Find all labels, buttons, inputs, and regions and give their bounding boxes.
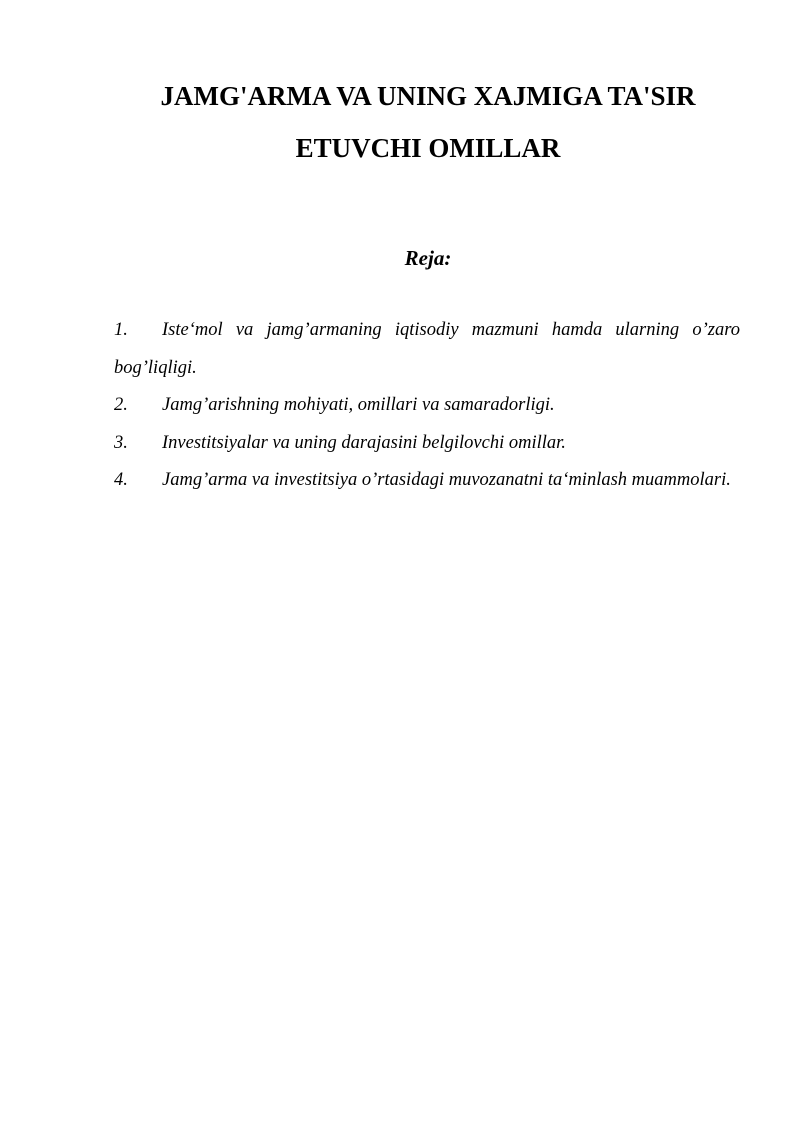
plan-item-text: Jamg’arishning mohiyati, omillari va samaradorligi. [162, 395, 555, 415]
plan-item-4 [114, 462, 740, 500]
plan-item-text: Investitsiyalar va uning darajasini belgilovchi omillar. [162, 432, 566, 453]
document-title-line-2: ETUVCHI OMILLAR [295, 133, 561, 163]
plan-item-1 [114, 312, 740, 387]
plan-item-number: 1. [114, 320, 128, 340]
plan-item-2 [114, 387, 740, 425]
plan-list [114, 312, 740, 500]
plan-item-text: Iste‘mol va jamg’armaning iqtisodiy mazmuni hamda ularning o’zaro bog’liqligi. [114, 320, 740, 378]
document-title [100, 70, 756, 174]
plan-item-number: 2. [114, 395, 128, 415]
plan-item-number: 3. [114, 432, 128, 453]
plan-heading: Reja: [404, 246, 452, 270]
plan-item-text: Jamg’arma va investitsiya o’rtasidagi muvozanatni ta‘minlash muammolari. [162, 470, 731, 490]
plan-item-number: 4. [114, 470, 128, 490]
document-title-line-1: JAMG'ARMA VA UNING XAJMIGA TA'SIR [160, 81, 696, 111]
plan-item-3 [114, 425, 740, 463]
